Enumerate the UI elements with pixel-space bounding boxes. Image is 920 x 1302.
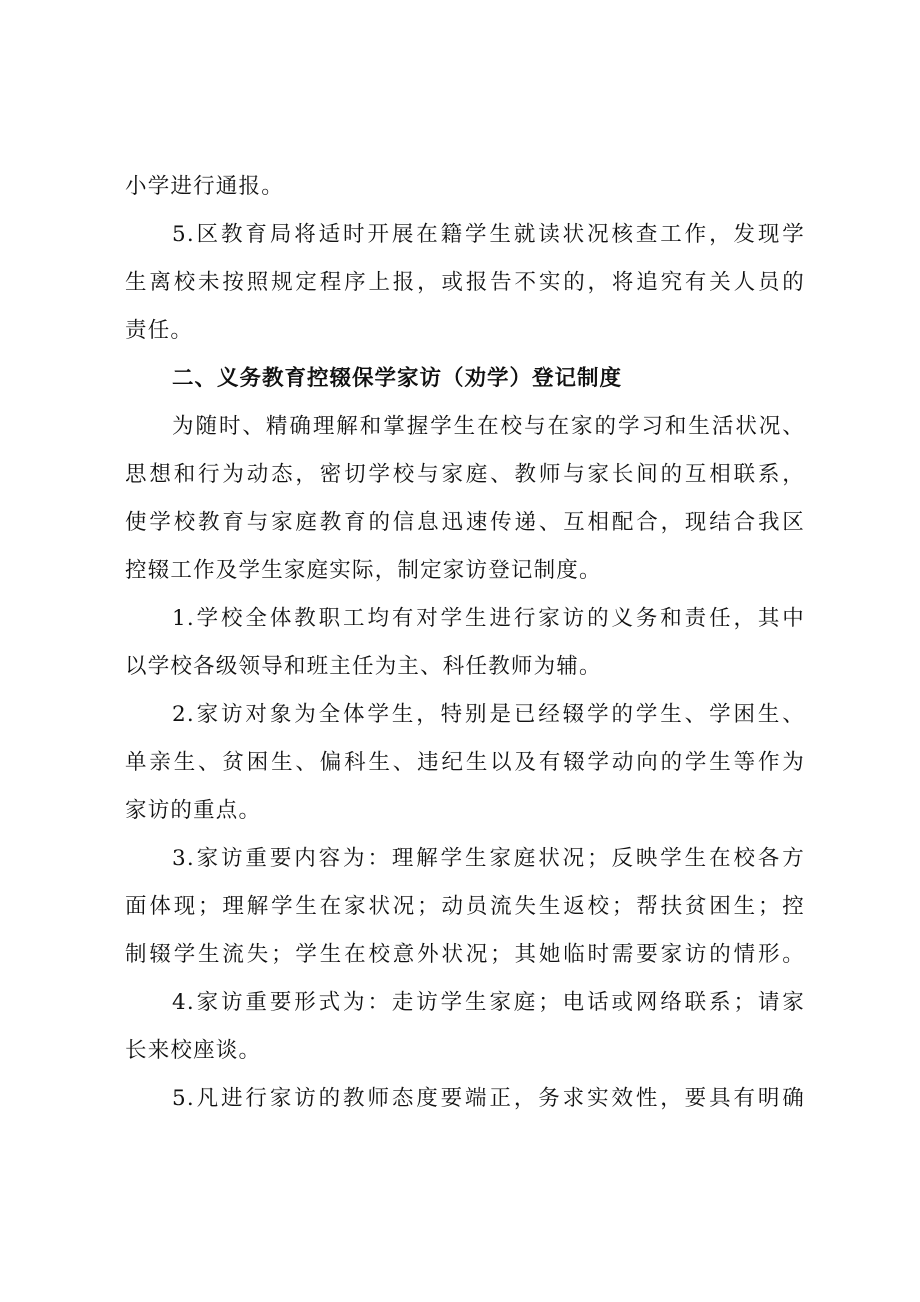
text-line: 4.家访重要形式为：走访学生家庭；电话或网络联系；请家: [172, 990, 805, 1015]
text-line: 1.学校全体教职工均有对学生进行家访的义务和责任，其中: [172, 606, 805, 631]
paragraph: [125, 211, 805, 355]
text-line: 控辍工作及学生家庭实际，制定家访登记制度。: [125, 558, 602, 583]
text-line: 长来校座谈。: [125, 1038, 262, 1063]
document-body: [125, 163, 805, 1123]
heading-line: 二、义务教育控辍保学家访（劝学）登记制度: [172, 366, 623, 391]
text-line: 2.家访对象为全体学生，特别是已经辍学的学生、学困生、: [172, 702, 805, 727]
section-heading: [125, 355, 805, 403]
paragraph: [125, 691, 805, 835]
text-line: 思想和行为动态，密切学校与家庭、教师与家长间的互相联系，: [125, 462, 805, 487]
text-line: 责任。: [125, 318, 194, 343]
text-line: 为随时、精确理解和掌握学生在校与在家的学习和生活状况、: [172, 414, 805, 439]
paragraph: [125, 835, 805, 979]
text-line: 面体现；理解学生在家状况；动员流失生返校；帮扶贫困生；控: [125, 894, 805, 919]
paragraph: [125, 403, 805, 595]
text-line: 单亲生、贫困生、偏科生、违纪生以及有辍学动向的学生等作为: [125, 750, 805, 775]
text-line: 小学进行通报。: [125, 174, 284, 199]
paragraph: [125, 979, 805, 1075]
text-line: 家访的重点。: [125, 798, 262, 823]
text-line: 3.家访重要内容为：理解学生家庭状况；反映学生在校各方: [172, 846, 805, 871]
text-line: 以学校各级领导和班主任为主、科任教师为辅。: [125, 654, 602, 679]
text-line: 使学校教育与家庭教育的信息迅速传递、互相配合，现结合我区: [125, 510, 805, 535]
paragraph: [125, 595, 805, 691]
text-line: 制辍学生流失；学生在校意外状况；其她临时需要家访的情形。: [125, 942, 805, 967]
text-line: 生离校未按照规定程序上报，或报告不实的，将追究有关人员的: [125, 270, 805, 295]
text-line: 5.区教育局将适时开展在籍学生就读状况核查工作，发现学: [172, 222, 805, 247]
paragraph: [125, 163, 805, 211]
text-line: 5.凡进行家访的教师态度要端正，务求实效性，要具有明确: [172, 1086, 805, 1111]
paragraph: [125, 1075, 805, 1123]
